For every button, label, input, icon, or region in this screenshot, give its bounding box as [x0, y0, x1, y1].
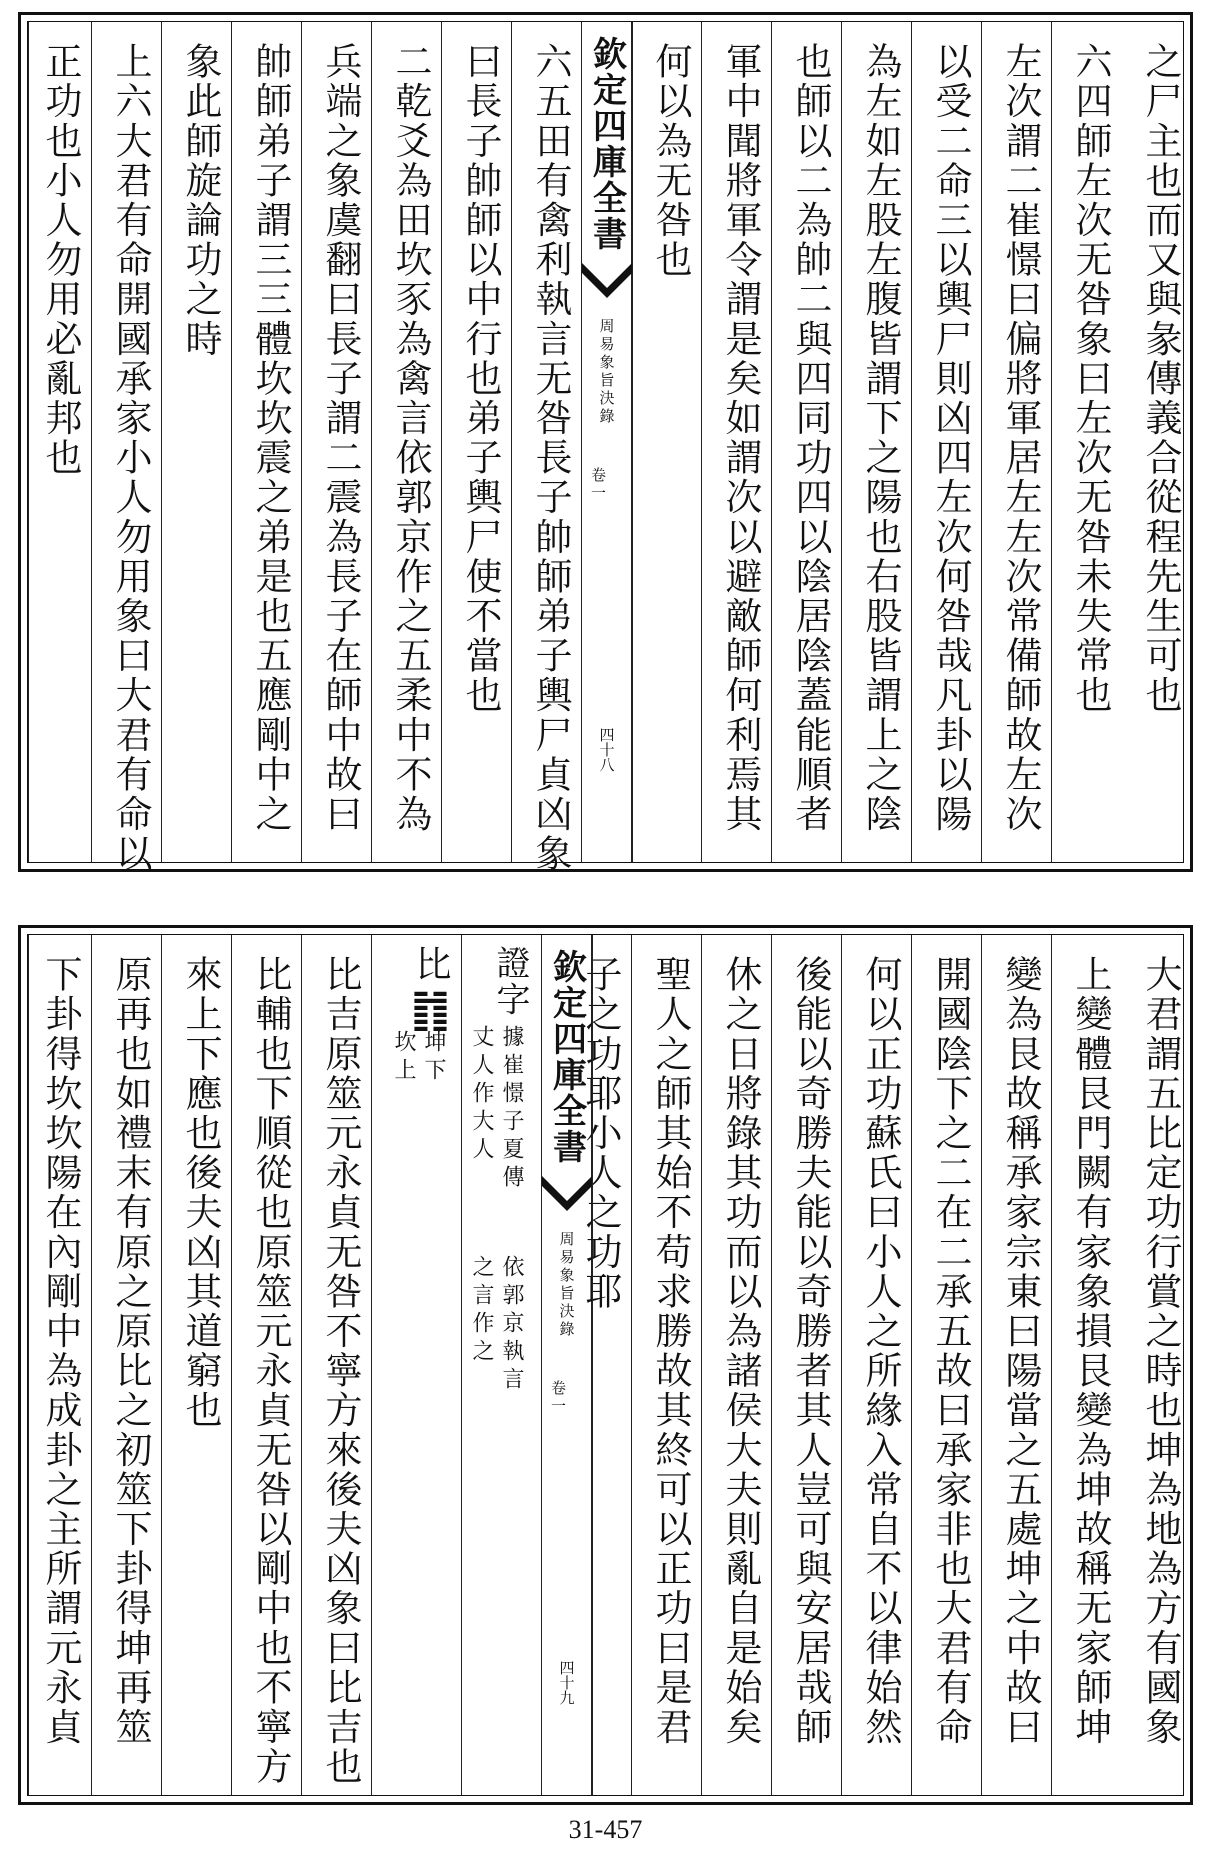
text-column: 何以正功蘇氏曰小人之所緣入常自不以律始然	[841, 935, 911, 1795]
text-column: 六五田有禽利執言无咎長子帥師弟子輿尸貞凶象	[511, 22, 581, 862]
gutter-title: 欽定四庫全書	[546, 949, 587, 1165]
gutter-title: 欽定四庫全書	[586, 36, 627, 252]
text-column: 原再也如禮末有原之原比之初筮下卦得坤再筮	[91, 935, 161, 1795]
page-footer-number: 31-457	[568, 1815, 643, 1844]
gutter-book-title: 周易象旨決錄	[557, 1231, 576, 1339]
text-column: 來上下應也後夫凶其道窮也	[161, 935, 231, 1795]
text-column: 子之功耶小人之功耶	[591, 935, 631, 1795]
top-page-inner-border	[27, 21, 1184, 874]
gutter-book-title: 周易象旨決錄	[597, 318, 616, 426]
fish-tail-mark-icon	[537, 1171, 597, 1221]
text-column: 休之日將錄其功而以為諸侯大夫則亂自是始矣	[701, 935, 771, 1795]
text-column: 大君謂五比定功行賞之時也坤為地為方有國象	[1139, 955, 1182, 1747]
text-column: 比吉原筮元永貞无咎不寧方來後夫凶象曰比吉也	[301, 935, 371, 1795]
text-column: 聖人之師其始不苟求勝故其終可以正功曰是君	[631, 935, 701, 1795]
bottom-page-frame	[18, 925, 1193, 1805]
text-column: 正功也小人勿用必亂邦也	[28, 22, 91, 862]
text-column: 為左如左股左腹皆謂下之陽也右股皆謂上之陰	[841, 22, 911, 862]
hexagram-line: 坤下	[421, 1030, 446, 1086]
gutter-volume: 卷一	[589, 467, 607, 503]
text-column: 左次謂二崔憬曰偏將軍居左左次常備師故左次	[981, 22, 1051, 862]
annotation-line: 之言作之	[469, 1255, 494, 1367]
gutter-volume: 卷一	[549, 1380, 567, 1416]
text-column: 後能以奇勝夫能以奇勝者其人豈可與安居哉師	[771, 935, 841, 1795]
text-column: 上變體艮門闕有家象損艮變為坤故稱无家師坤	[1051, 935, 1121, 1795]
text-column: 上六大君有命開國承家小人勿用象曰大君有命以	[91, 22, 161, 862]
annotation-head: 證字	[490, 945, 530, 1019]
text-column: 何以為无咎也	[631, 22, 701, 862]
text-column: 變為艮故稱承家宗東曰陽當之五處坤之中故曰	[981, 935, 1051, 1795]
gutter-page-number: 四十九	[557, 1660, 576, 1705]
text-column: 六四師左次无咎象曰左次无咎未失常也	[1051, 22, 1121, 862]
fish-tail-mark-icon	[577, 258, 637, 308]
text-column: 二乾爻為田坎豕為禽言依郭京作之五柔中不為	[371, 22, 441, 862]
text-column: 軍中聞將軍令謂是矣如謂次以避敵師何利焉其	[701, 22, 771, 862]
annotation-line: 丈人作大人	[469, 1025, 494, 1165]
text-column: 帥師弟子謂三三體坎坎震之弟是也五應剛中之	[231, 22, 301, 862]
gutter-page-number: 四十八	[597, 727, 616, 772]
hexagram-block	[371, 935, 461, 1795]
text-column: 象此師旋論功之時	[161, 22, 231, 862]
text-column: 以受二命三以輿尸則凶四左次何咎哉凡卦以陽	[911, 22, 981, 862]
text-column: 開國陰下之二在二承五故曰承家非也大君有命	[911, 935, 981, 1795]
annotation-line: 據崔憬子夏傳	[499, 1025, 524, 1193]
text-column: 之尸主也而又與彖傳義合從程先生可也	[1139, 42, 1182, 716]
hexagram-symbol: ䷇	[405, 983, 456, 1038]
text-column: 曰長子帥師以中行也弟子輿尸使不當也	[441, 22, 511, 862]
bottom-page-inner-border	[27, 934, 1184, 1796]
center-gutter	[541, 935, 593, 1795]
hexagram-name: 比	[410, 945, 451, 984]
text-column: 兵端之象虞翻曰長子謂二震為長子在師中故曰	[301, 22, 371, 862]
center-gutter	[581, 22, 633, 862]
text-column: 比輔也下順從也原筮元永貞无咎以剛中也不寧方	[231, 935, 301, 1795]
hexagram-line: 坎上	[391, 1030, 416, 1086]
top-page-frame	[18, 12, 1193, 872]
text-column: 下卦得坎坎陽在內剛中為成卦之主所謂元永貞	[28, 935, 91, 1795]
annotation-line: 依郭京執言	[499, 1255, 524, 1395]
text-column: 也師以二為帥二與四同功四以陰居陰蓋能順者	[771, 22, 841, 862]
